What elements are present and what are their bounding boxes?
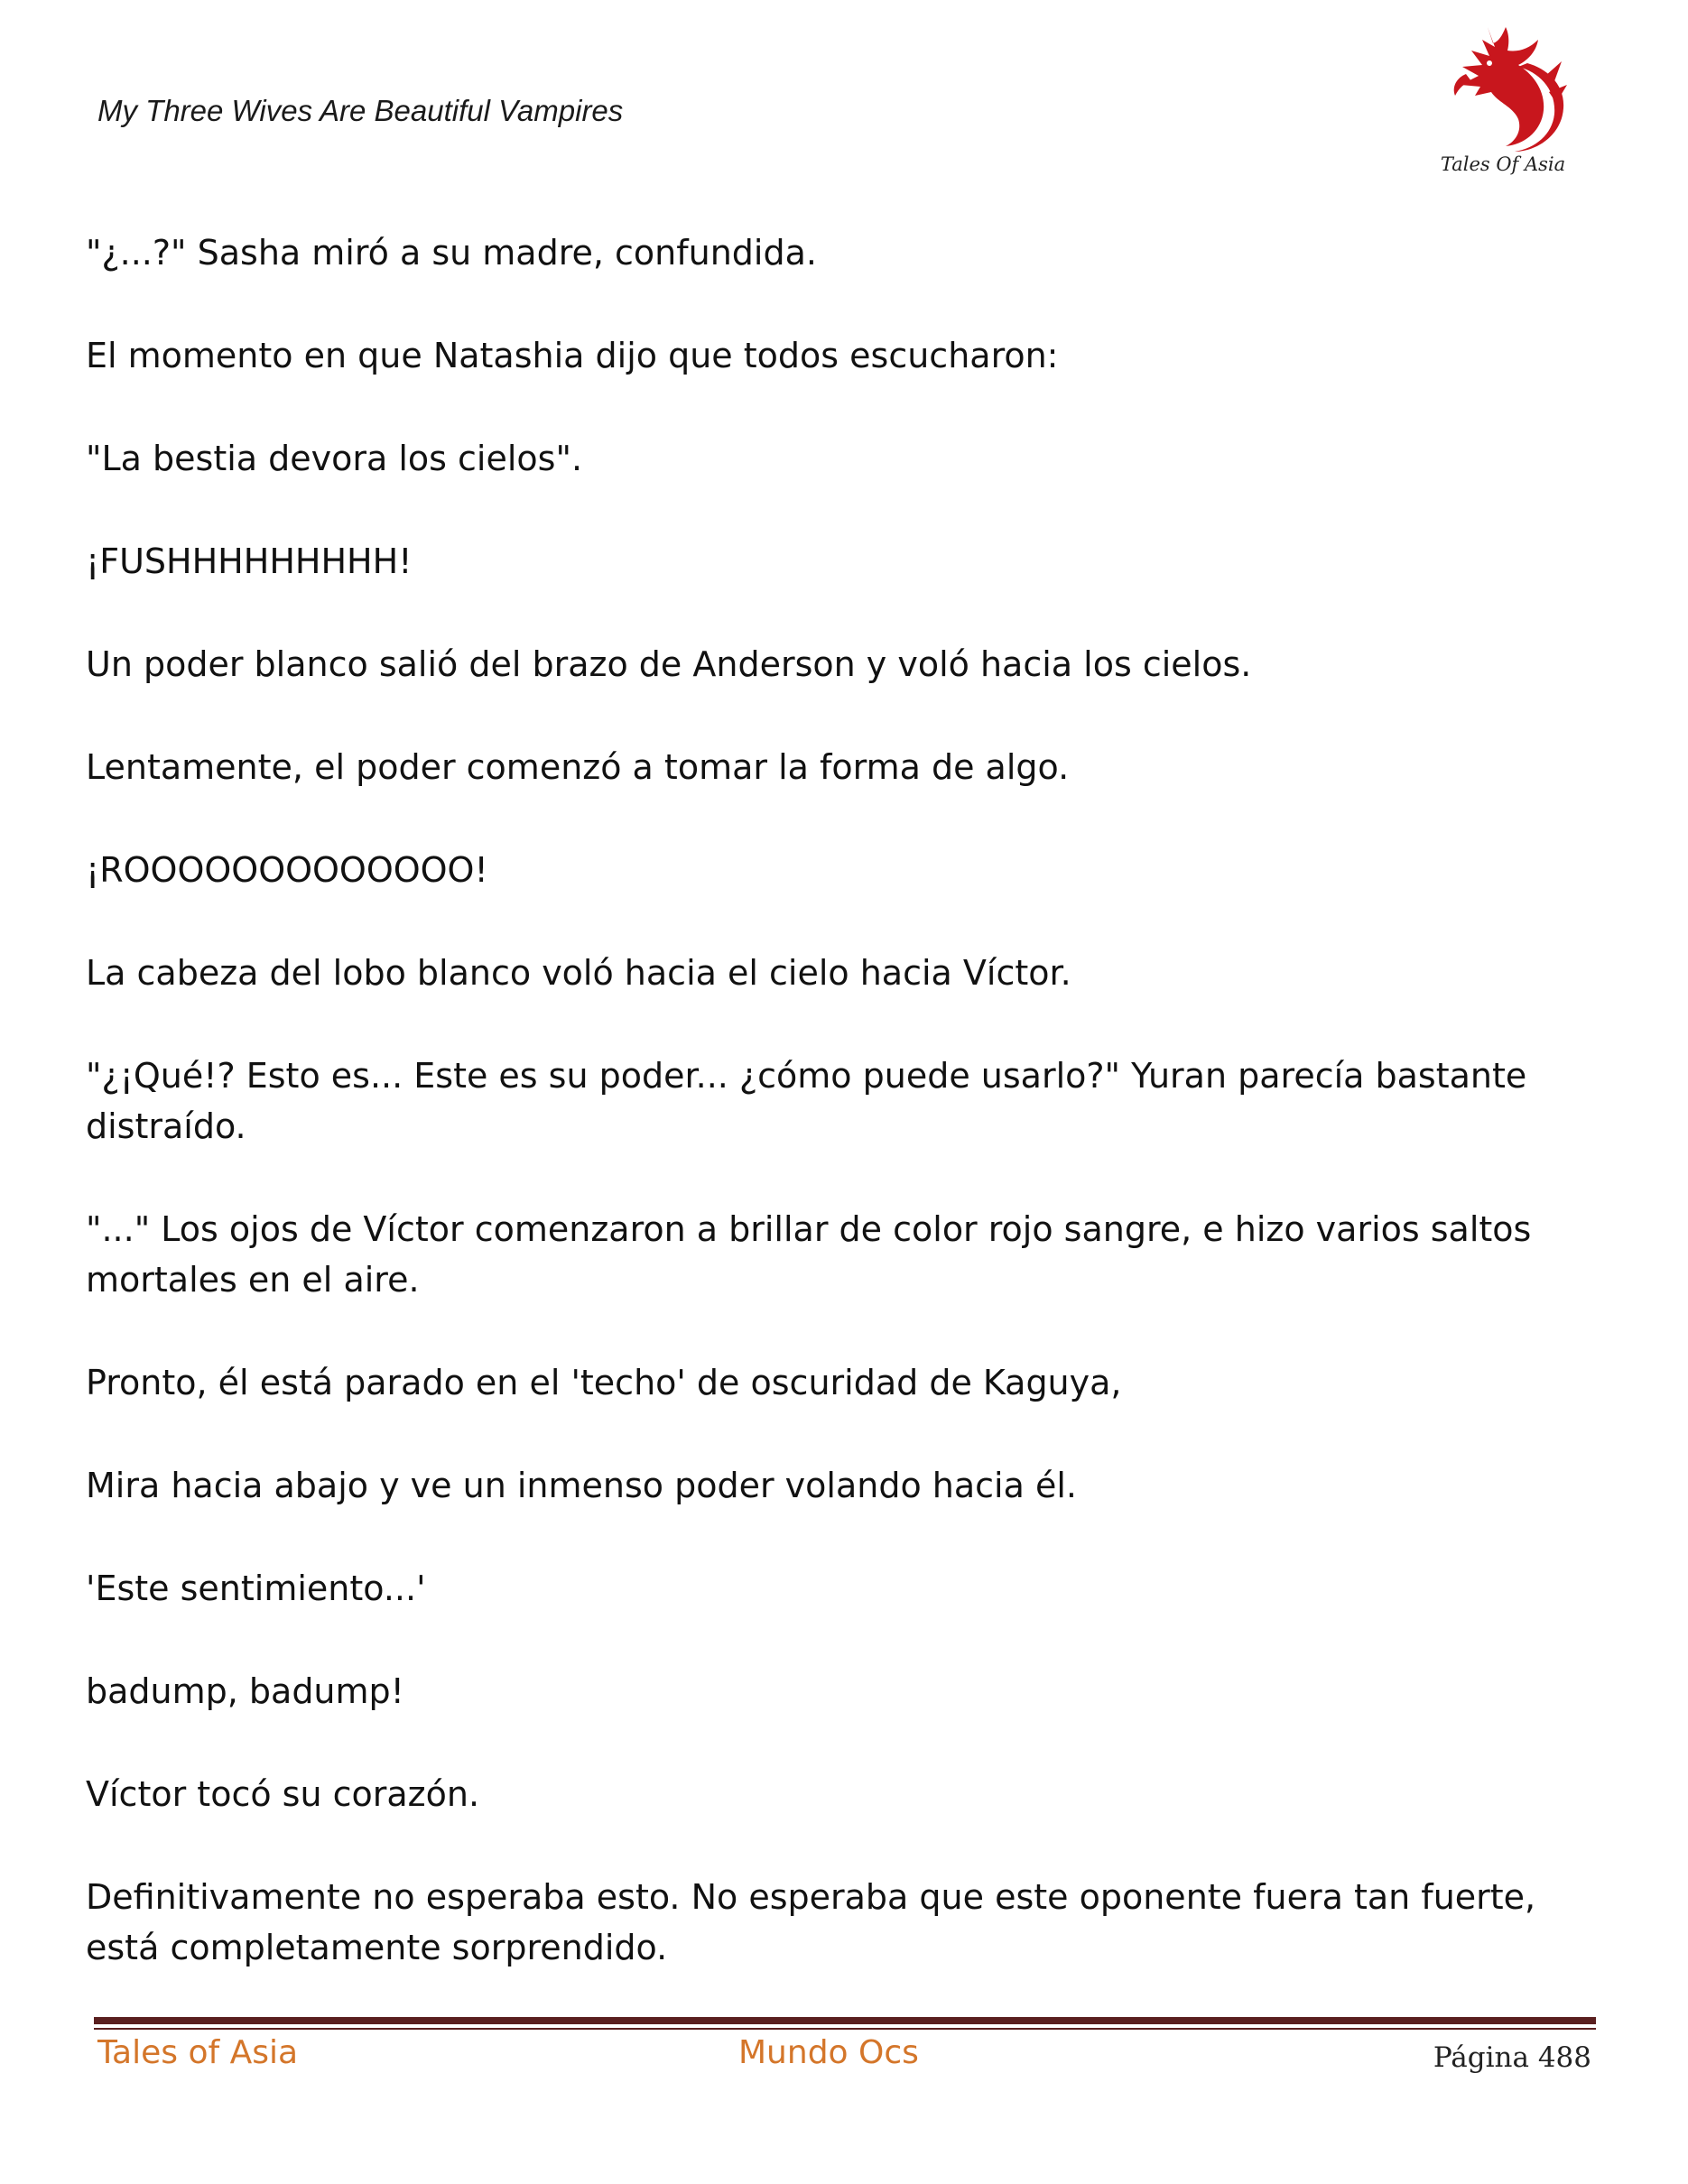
paragraph: "La bestia devora los cielos". bbox=[86, 439, 583, 478]
paragraph: Pronto, él está parado en el 'techo' de oscuridad de Kaguya, bbox=[86, 1363, 1122, 1402]
paragraph: La cabeza del lobo blanco voló hacia el cielo hacia Víctor. bbox=[86, 953, 1071, 993]
paragraph: ¡ROOOOOOOOOOOOO! bbox=[86, 850, 488, 890]
paragraph: Mira hacia abajo y ve un inmenso poder volando hacia él. bbox=[86, 1466, 1077, 1505]
red-dragon-icon bbox=[1435, 20, 1571, 155]
paragraph: Víctor tocó su corazón. bbox=[86, 1774, 480, 1814]
paragraph: 'Este sentimiento...' bbox=[86, 1569, 426, 1608]
page-number: Página 488 bbox=[1433, 2041, 1591, 2074]
paragraph: "¿...?" Sasha miró a su madre, confundida. bbox=[86, 233, 817, 273]
logo-text: Tales Of Asia bbox=[1440, 153, 1566, 175]
paragraph: El momento en que Natashia dijo que todos escucharon: bbox=[86, 336, 1059, 375]
tales-of-asia-logo bbox=[1435, 20, 1571, 182]
paragraph: "¿¡Qué!? Esto es... Este es su poder... ¿cómo puede usarlo?" Yuran parecía bastante distraído. bbox=[86, 1056, 1527, 1146]
paragraph: ¡FUSHHHHHHHHH! bbox=[86, 541, 413, 581]
footer-site: Mundo Ocs bbox=[738, 2034, 919, 2071]
paragraph: Un poder blanco salió del brazo de Anderson y voló hacia los cielos. bbox=[86, 644, 1252, 684]
footer-divider bbox=[94, 2017, 1596, 2024]
paragraph: Lentamente, el poder comenzó a tomar la forma de algo. bbox=[86, 747, 1070, 787]
footer-divider-thin bbox=[94, 2028, 1596, 2030]
footer-publisher: Tales of Asia bbox=[97, 2034, 299, 2071]
paragraph: "..." Los ojos de Víctor comenzaron a brillar de color rojo sangre, e hizo varios saltos mortales en el aire. bbox=[86, 1209, 1532, 1300]
document-header-title: My Three Wives Are Beautiful Vampires bbox=[97, 94, 624, 127]
document-body bbox=[86, 227, 1611, 2025]
paragraph: Definitivamente no esperaba esto. No esperaba que este oponente fuera tan fuerte, está completamente sorprendido. bbox=[86, 1877, 1536, 1967]
paragraph: badump, badump! bbox=[86, 1671, 404, 1711]
